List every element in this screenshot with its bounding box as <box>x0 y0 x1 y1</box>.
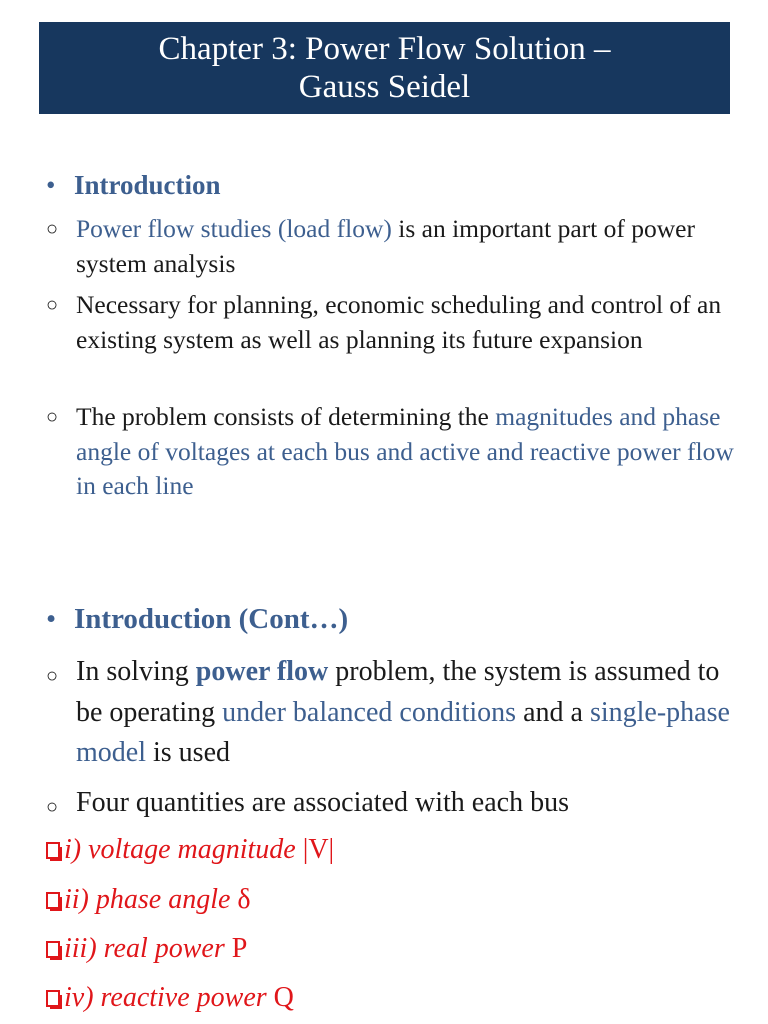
highlight-text: under balanced conditions <box>222 696 517 728</box>
checkbox-bullet-icon <box>46 842 60 859</box>
circle-bullet-icon: ○ <box>46 406 59 428</box>
bullet-dot-icon: • <box>46 170 56 200</box>
heading-text: Introduction <box>74 170 221 200</box>
bold-highlight-text: power flow <box>195 656 329 687</box>
title-line-2: Gauss Seidel <box>298 69 471 105</box>
section-heading-introduction <box>46 170 221 201</box>
quantity-label: iii) real power <box>64 933 232 964</box>
body-text: problem, the system is assumed to be operating <box>76 656 720 728</box>
quantity-item-voltage <box>46 830 334 870</box>
list-item <box>46 212 736 281</box>
checkbox-bullet-icon <box>46 990 60 1007</box>
body-text: and a <box>516 696 590 728</box>
list-item <box>46 783 736 823</box>
bullet-dot-icon: • <box>46 603 57 635</box>
heading-text: Introduction (Cont…) <box>74 603 349 635</box>
circle-bullet-icon: ○ <box>46 294 59 316</box>
quantity-label: i) voltage magnitude <box>64 834 303 865</box>
circle-bullet-icon: ○ <box>46 218 59 240</box>
quantity-symbol: δ <box>237 884 251 915</box>
circle-bullet-icon: ○ <box>46 665 59 687</box>
body-text: In solving <box>76 656 196 687</box>
quantity-symbol: |V| <box>302 834 335 865</box>
slide-title <box>39 22 730 114</box>
highlight-text: Power flow studies (load flow) <box>76 214 392 243</box>
body-text: Necessary for planning, economic scheduling and control of an existing system as well as planning its future expansion <box>76 290 722 354</box>
quantity-item-phase-angle <box>46 880 251 920</box>
checkbox-bullet-icon <box>46 941 60 958</box>
quantity-symbol: Q <box>273 982 294 1013</box>
list-item <box>46 288 736 357</box>
body-text: is an important part of power system analysis <box>76 214 695 278</box>
body-text: The problem consists of determining the <box>76 402 496 431</box>
body-text: Four quantities are associated with each bus <box>76 787 569 818</box>
list-item <box>46 400 736 504</box>
quantity-label: ii) phase angle <box>64 884 238 915</box>
quantity-item-real-power <box>46 929 247 969</box>
highlight-text: single-phase model <box>76 696 730 768</box>
checkbox-bullet-icon <box>46 892 60 909</box>
title-line-1: Chapter 3: Power Flow Solution – <box>158 31 611 67</box>
quantity-label: iv) reactive power <box>64 982 274 1013</box>
list-item <box>46 652 736 774</box>
section-heading-introduction-cont <box>46 603 348 636</box>
body-text: is used <box>146 737 230 768</box>
circle-bullet-icon: ○ <box>46 796 59 818</box>
quantity-item-reactive-power <box>46 978 294 1018</box>
highlight-text: magnitudes and phase angle of voltages at each bus and active and reactive power flow in each line <box>76 402 734 500</box>
quantity-symbol: P <box>231 933 248 964</box>
